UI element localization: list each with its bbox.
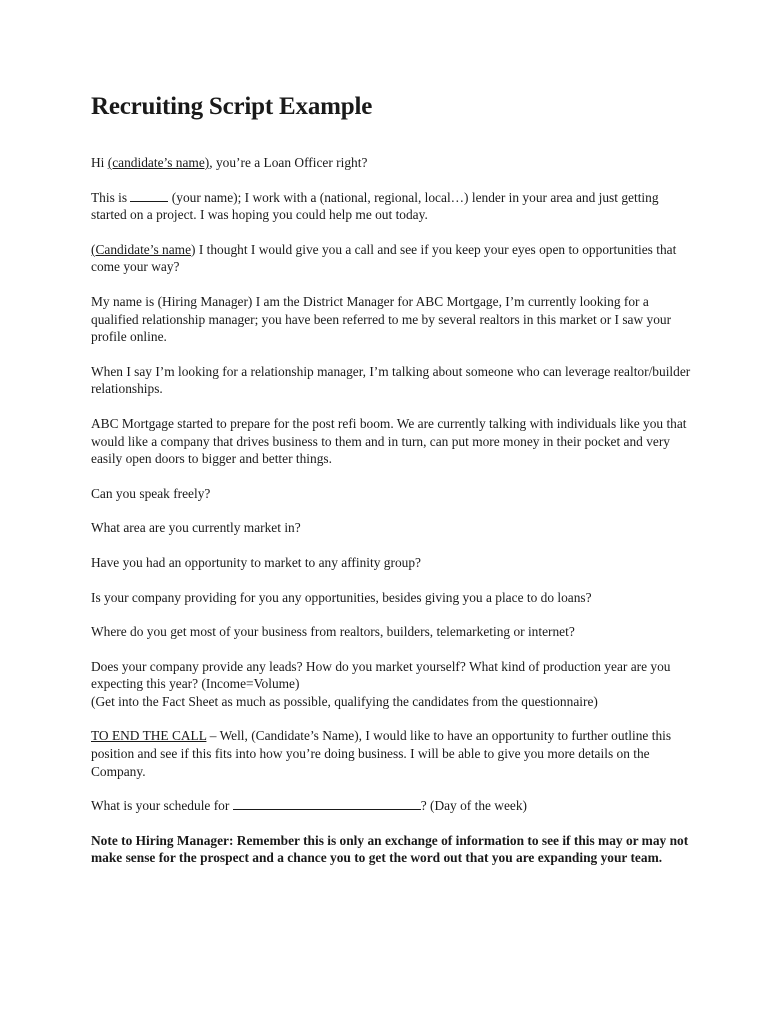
hiring-manager-note: Note to Hiring Manager: Remember this is only an exchange of information to see if this may or may not make sense for the prospect and a chance you to get the word out that you are expanding your team.: [91, 832, 689, 866]
leads-paragraph: [91, 658, 691, 711]
schedule-end: ? (Day of the week): [420, 798, 528, 814]
candidate-name-placeholder: (candidate’s name): [107, 155, 210, 170]
question-business-source: Where do you get most of your business from realtors, builders, telemarketing or internet?: [91, 624, 575, 640]
greeting-paragraph: [91, 154, 691, 172]
schedule-paragraph: [91, 797, 691, 815]
candidate-name-placeholder-2: (Candidate’s name: [91, 241, 192, 257]
document-title: Recruiting Script Example: [91, 93, 373, 120]
company-paragraph: ABC Mortgage started to prepare for the post refi boom. We are currently talking with individuals like you that would like a company that drives business to them and in turn, can put more money in their pocket and very easily open doors to bigger and better things.: [91, 415, 687, 467]
opportunity-paragraph: [91, 241, 691, 276]
intro-end: (your name); I work with a (national, regional, local…) lender in your area and just getting started on a project. I was hoping you could help me out today.: [91, 189, 659, 223]
end-call-paragraph: [91, 727, 691, 780]
greeting-start: Hi: [91, 155, 108, 170]
greeting-end: , you’re a Loan Officer right?: [209, 155, 368, 170]
question-market-area: What area are you currently market in?: [91, 520, 301, 536]
opportunity-text: ) I thought I would give you a call and see if you keep your eyes open to opportunities that come your way?: [91, 241, 677, 275]
end-call-label: TO END THE CALL: [91, 728, 207, 744]
end-call-text: – Well, (Candidate’s Name), I would like to have an opportunity to further outline this position and see if this fits into how you’re doing business. I will be able to give you more details on the Company.: [91, 728, 672, 779]
manager-intro-paragraph: My name is (Hiring Manager) I am the District Manager for ABC Mortgage, I’m currently looking for a qualified relationship manager; you have been referred to me by several realtors in this market or I saw your profile online.: [91, 293, 672, 345]
schedule-start: What is your schedule for: [91, 798, 233, 814]
your-name-blank: [130, 189, 168, 202]
introduction-paragraph: [91, 189, 691, 224]
document-body: [91, 92, 691, 884]
fact-sheet-instruction: (Get into the Fact Sheet as much as possible, qualifying the candidates from the questionnaire): [91, 693, 598, 709]
schedule-blank: [233, 797, 421, 810]
question-speak-freely: Can you speak freely?: [91, 485, 211, 501]
leads-question: Does your company provide any leads? How do you market yourself? What kind of production year are you expecting this year? (Income=Volume): [91, 658, 671, 692]
intro-start: This is: [91, 189, 131, 205]
question-affinity-group: Have you had an opportunity to market to any affinity group?: [91, 554, 421, 570]
question-company-opportunities: Is your company providing for you any opportunities, besides giving you a place to do loans?: [91, 589, 592, 605]
relationship-manager-paragraph: When I say I’m looking for a relationship manager, I’m talking about someone who can leverage realtor/builder relationships.: [91, 363, 691, 397]
